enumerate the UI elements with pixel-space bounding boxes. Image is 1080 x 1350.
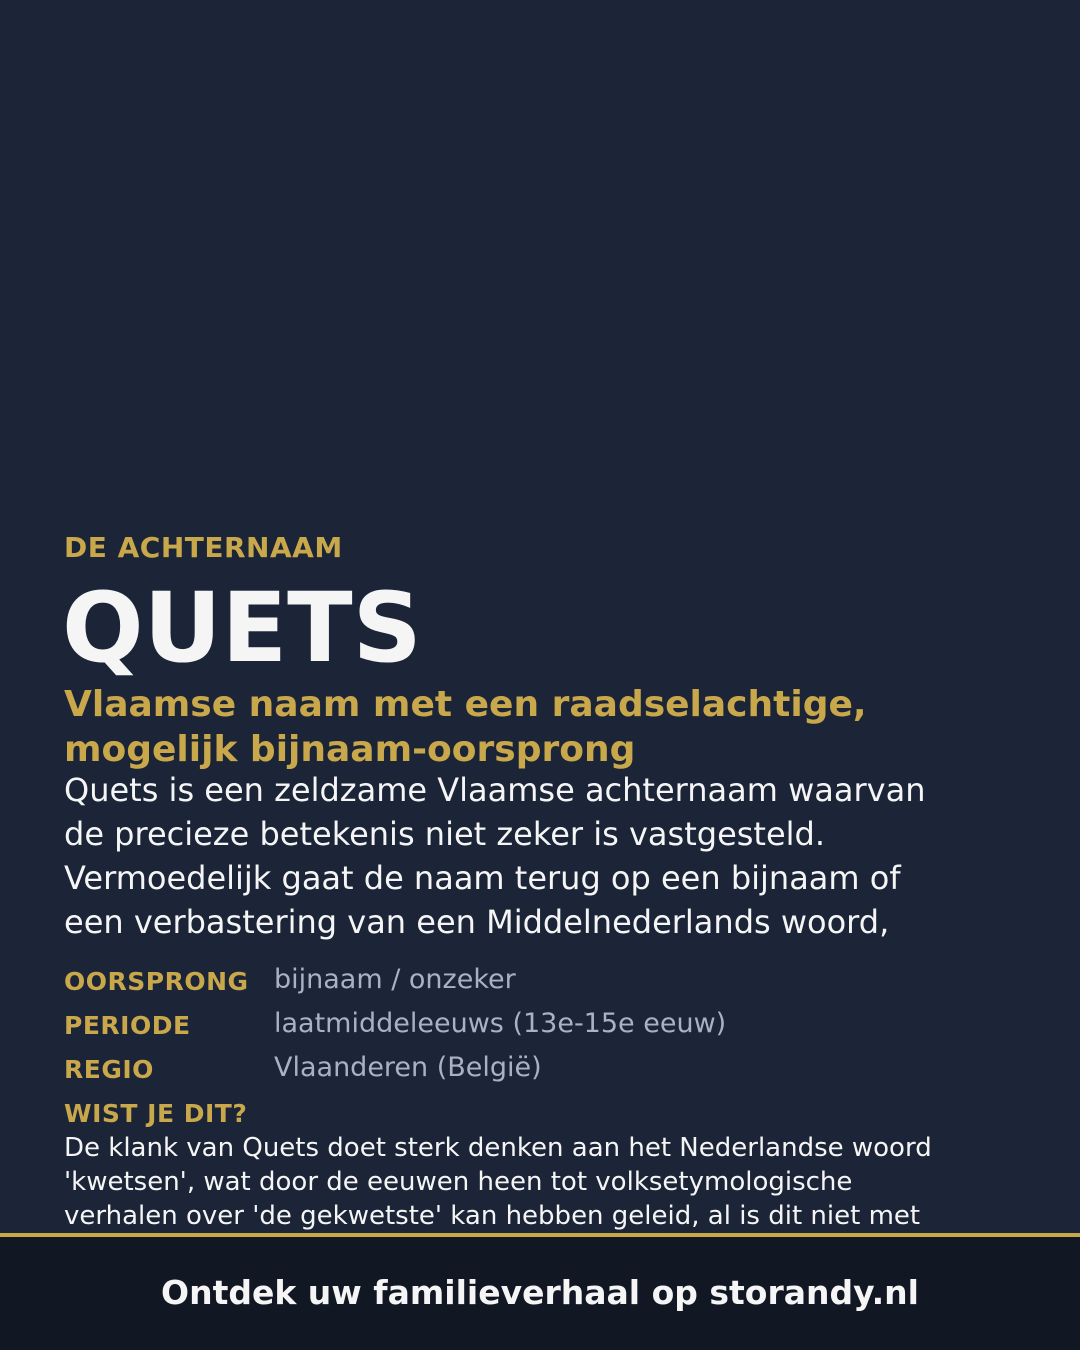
eyebrow-label: DE ACHTERNAAM — [64, 531, 343, 564]
tagline — [64, 682, 1024, 772]
fact-label-period: PERIODE — [64, 1011, 191, 1040]
fact-value-period: laatmiddeleeuws (13e-15e eeuw) — [274, 1008, 727, 1039]
did-you-know-line: verhalen over 'de gekwetste' kan hebben geleid, al is dit niet met — [64, 1201, 921, 1231]
tagline-line: mogelijk bijnaam-oorsprong — [64, 729, 636, 770]
fact-value-origin: bijnaam / onzeker — [274, 964, 516, 995]
fact-value-region: Vlaanderen (België) — [274, 1052, 542, 1083]
fact-label-region: REGIO — [64, 1055, 154, 1084]
footer-cta-link[interactable]: Ontdek uw familieverhaal op storandy.nl — [161, 1272, 919, 1312]
description-line: Quets is een zeldzame Vlaamse achternaam waarvan — [64, 771, 926, 809]
description — [64, 768, 1024, 946]
footer-bar — [0, 1237, 1080, 1350]
did-you-know-line: 'kwetsen', wat door de eeuwen heen tot volksetymologische — [64, 1167, 853, 1197]
surname-title: QUETS — [62, 572, 422, 684]
fact-label-origin: OORSPRONG — [64, 967, 249, 996]
did-you-know-line: De klank van Quets doet sterk denken aan het Nederlandse woord — [64, 1133, 932, 1163]
fact-row-origin — [64, 962, 1024, 1006]
description-line: een verbastering van een Middelnederlands woord, — [64, 903, 890, 941]
did-you-know-text — [64, 1131, 1024, 1233]
tagline-line: Vlaamse naam met een raadselachtige, — [64, 684, 867, 725]
fact-row-period — [64, 1006, 1024, 1050]
description-line: de precieze betekenis niet zeker is vastgesteld. — [64, 815, 826, 853]
did-you-know-heading: WIST JE DIT? — [64, 1099, 248, 1128]
description-line: Vermoedelijk gaat de naam terug op een bijnaam of — [64, 859, 901, 897]
facts-list — [64, 962, 1024, 1094]
fact-row-region — [64, 1050, 1024, 1094]
